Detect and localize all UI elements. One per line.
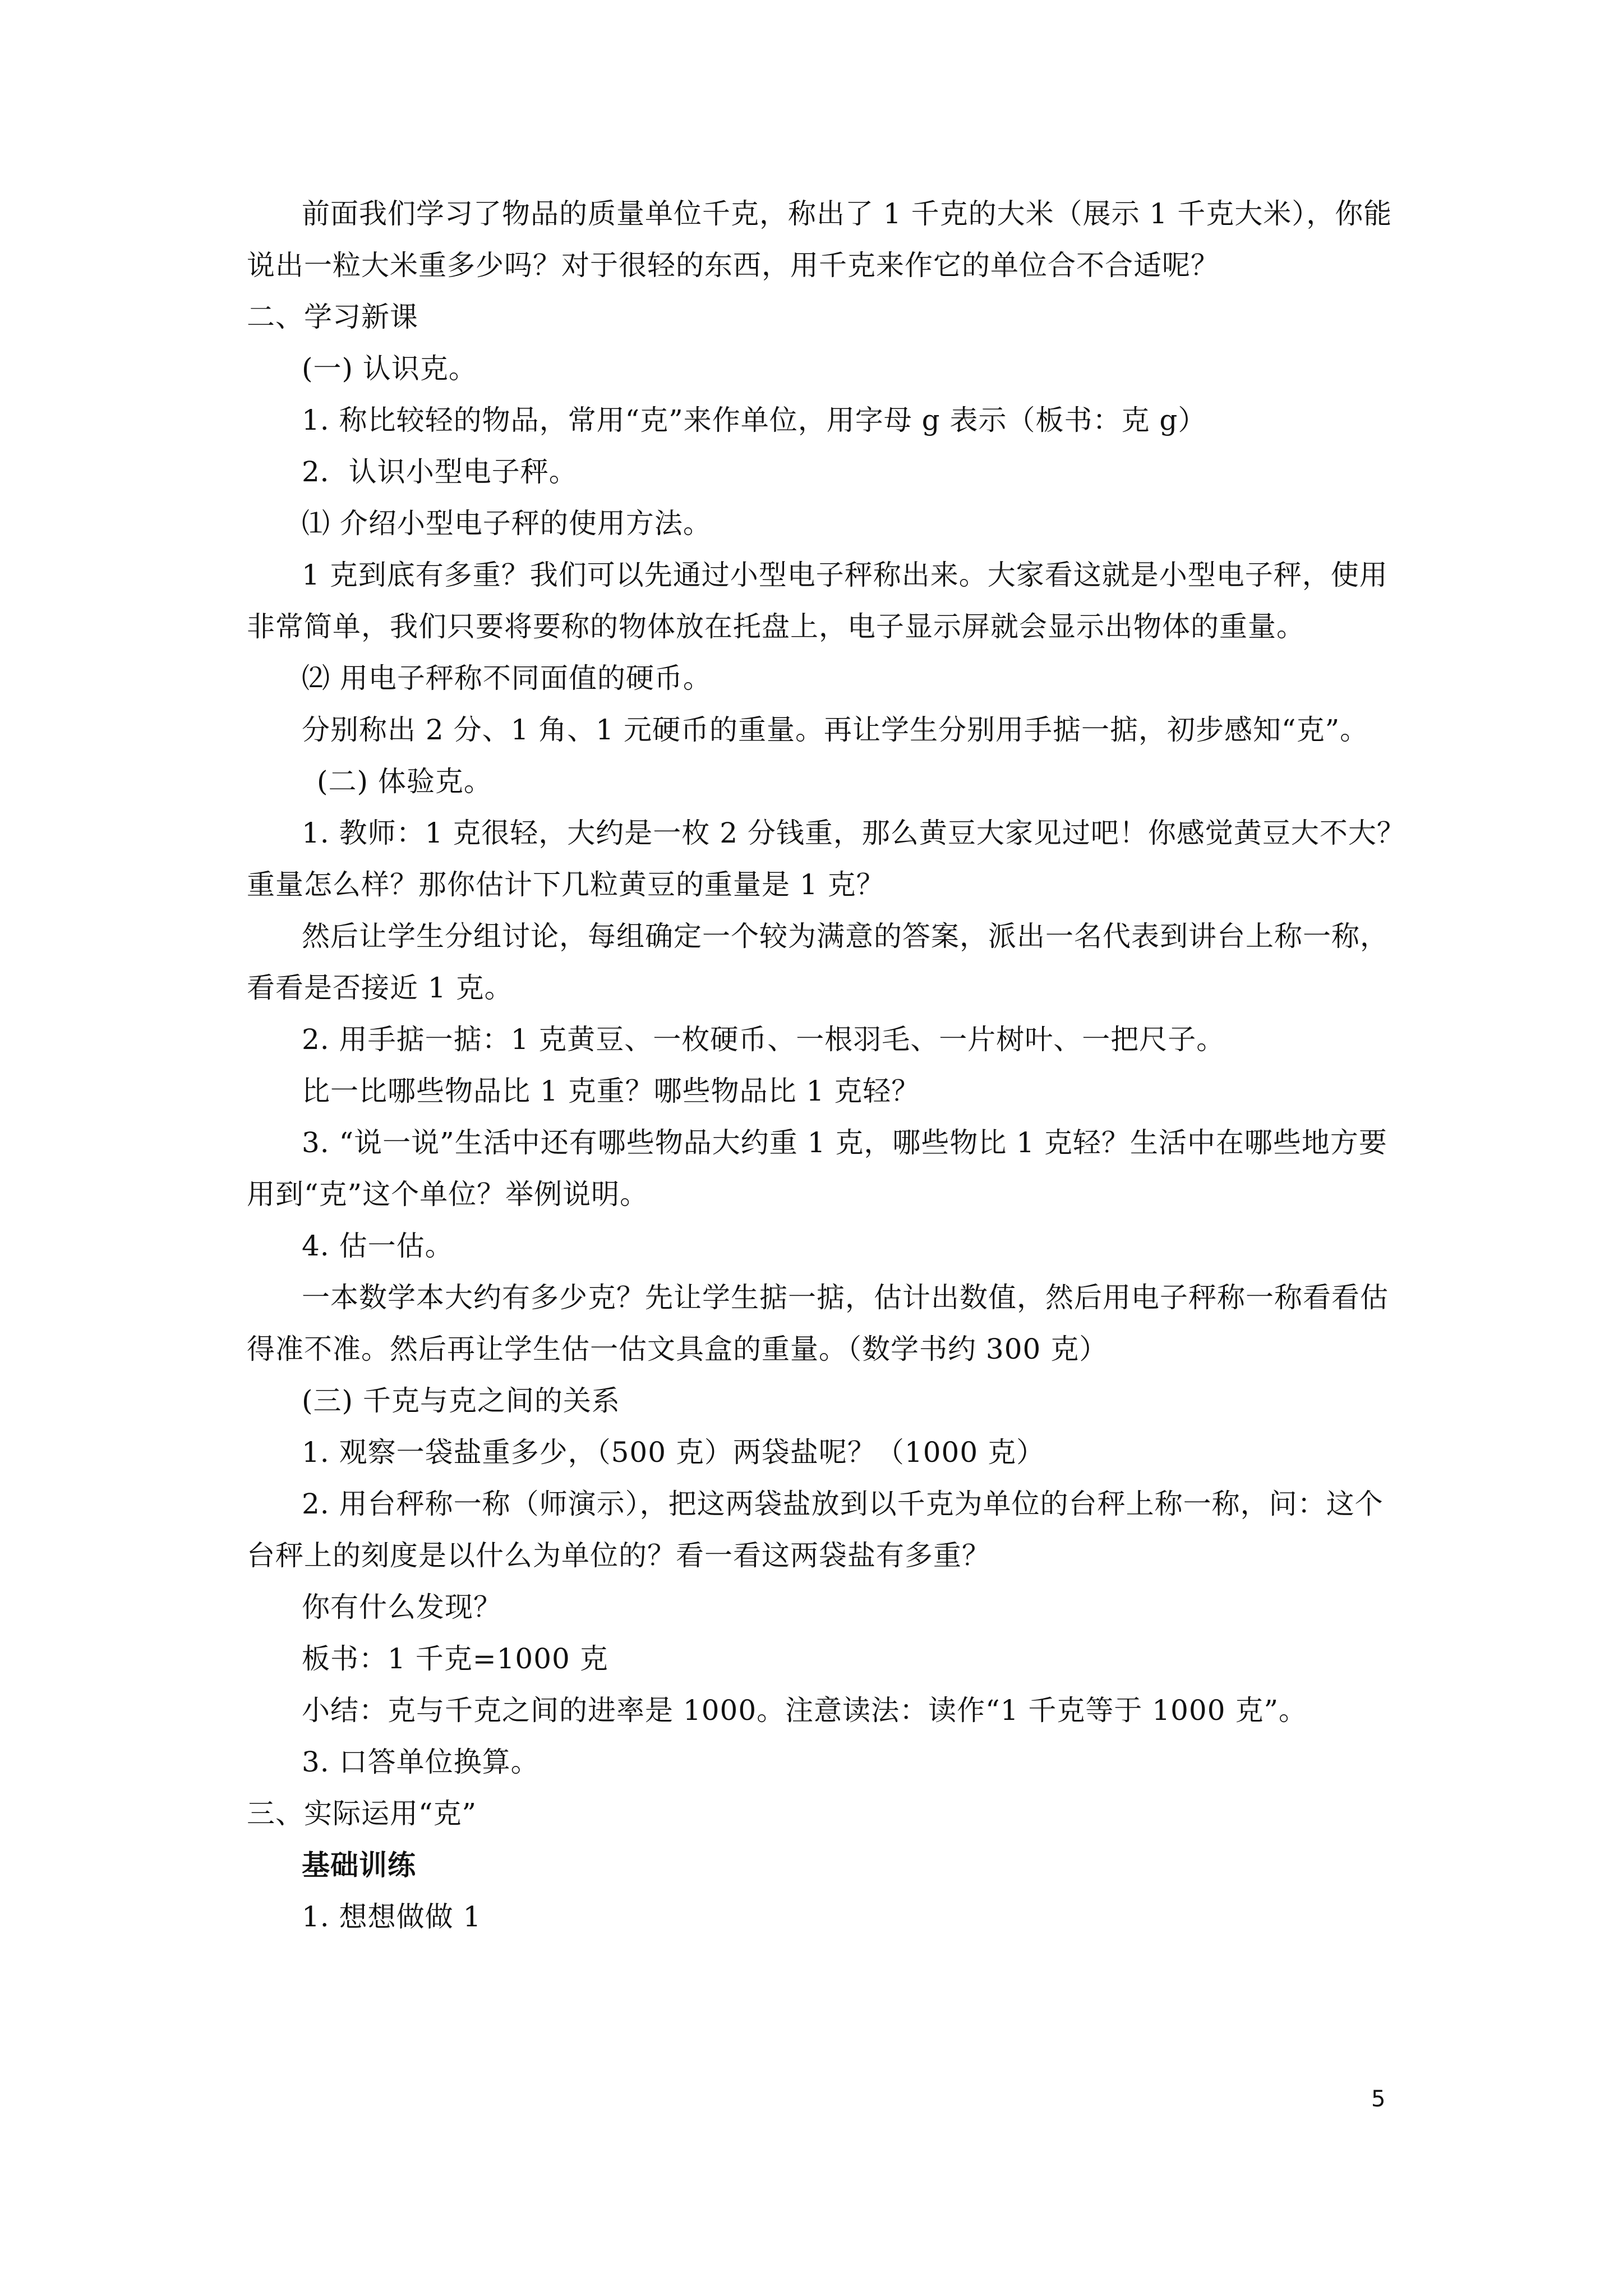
paragraph-line: 4. 估一估。 [302, 1230, 454, 1262]
paragraph-line: 2．认识小型电子秤。 [302, 455, 578, 488]
paragraph-line: 得准不准。然后再让学生估一估文具盒的重量。（数学书约 300 克） [247, 1333, 1108, 1365]
subsection-heading: (二) 体验克。 [317, 765, 492, 798]
paragraph-line: 1. 称比较轻的物品，常用“克”来作单位，用字母 g 表示（板书：克 g） [302, 404, 1207, 436]
paragraph-line: 2. 用手掂一掂：1 克黄豆、一枚硬币、一根羽毛、一片树叶、一把尺子。 [302, 1023, 1225, 1056]
paragraph-line: ⑴ 介绍小型电子秤的使用方法。 [302, 507, 712, 540]
paragraph-line: 台秤上的刻度是以什么为单位的？看一看这两袋盐有多重？ [247, 1539, 990, 1572]
section-heading: 三、实际运用“克” [247, 1797, 477, 1830]
paragraph-line: 前面我们学习了物品的质量单位千克，称出了 1 千克的大米（展示 1 千克大米），你能 [302, 197, 1393, 230]
paragraph-line: 你有什么发现？ [302, 1591, 502, 1623]
paragraph-line: 3. 口答单位换算。 [302, 1746, 540, 1778]
paragraph-line: 看看是否接近 1 克。 [247, 972, 513, 1004]
paragraph-line: 重量怎么样？那你估计下几粒黄豆的重量是 1 克？ [247, 868, 885, 901]
paragraph-line: 然后让学生分组讨论，每组确定一个较为满意的答案，派出一名代表到讲台上称一称， [302, 920, 1389, 953]
paragraph-line: 1. 观察一袋盐重多少，（500 克）两袋盐呢？（1000 克） [302, 1436, 1045, 1469]
subsection-heading: (三) 千克与克之间的关系 [302, 1384, 620, 1417]
paragraph-line: 板书：1 千克=1000 克 [302, 1642, 608, 1675]
paragraph-line: 小结：克与千克之间的进率是 1000。注意读法：读作“1 千克等于 1000 克”。 [302, 1694, 1307, 1727]
paragraph-line: 1 克到底有多重？我们可以先通过小型电子秤称出来。大家看这就是小型电子秤，使用 [302, 559, 1388, 591]
paragraph-line: 用到“克”这个单位？举例说明。 [247, 1178, 649, 1211]
paragraph-line: 3. “说一说”生活中还有哪些物品大约重 1 克，哪些物比 1 克轻？生活中在哪些地方要 [302, 1126, 1387, 1159]
paragraph-line: 比一比哪些物品比 1 克重？哪些物品比 1 克轻？ [302, 1075, 920, 1107]
section-heading: 二、学习新课 [247, 301, 418, 333]
paragraph-line: 非常简单，我们只要将要称的物体放在托盘上，电子显示屏就会显示出物体的重量。 [247, 610, 1305, 643]
paragraph-line: ⑵ 用电子秤称不同面值的硬币。 [302, 662, 712, 694]
paragraph-line: 1. 教师：1 克很轻，大约是一枚 2 分钱重，那么黄豆大家见过吧！你感觉黄豆大不大？ [302, 817, 1405, 849]
paragraph-line: 一本数学本大约有多少克？先让学生掂一掂，估计出数值，然后用电子秤称一称看看估 [302, 1281, 1389, 1314]
paragraph-line: 2. 用台秤称一称（师演示），把这两袋盐放到以千克为单位的台秤上称一称，问：这个 [302, 1488, 1384, 1520]
bold-heading: 基础训练 [302, 1848, 416, 1881]
subsection-heading: (一) 认识克。 [302, 352, 477, 385]
paragraph-line: 说出一粒大米重多少吗？对于很轻的东西，用千克来作它的单位合不合适呢？ [247, 249, 1219, 282]
paragraph-line: 分别称出 2 分、1 角、1 元硬币的重量。再让学生分别用手掂一掂，初步感知“克”。 [302, 714, 1369, 746]
paragraph-line: 1. 想想做做 1 [302, 1901, 482, 1933]
page-number: 5 [1371, 2086, 1386, 2112]
